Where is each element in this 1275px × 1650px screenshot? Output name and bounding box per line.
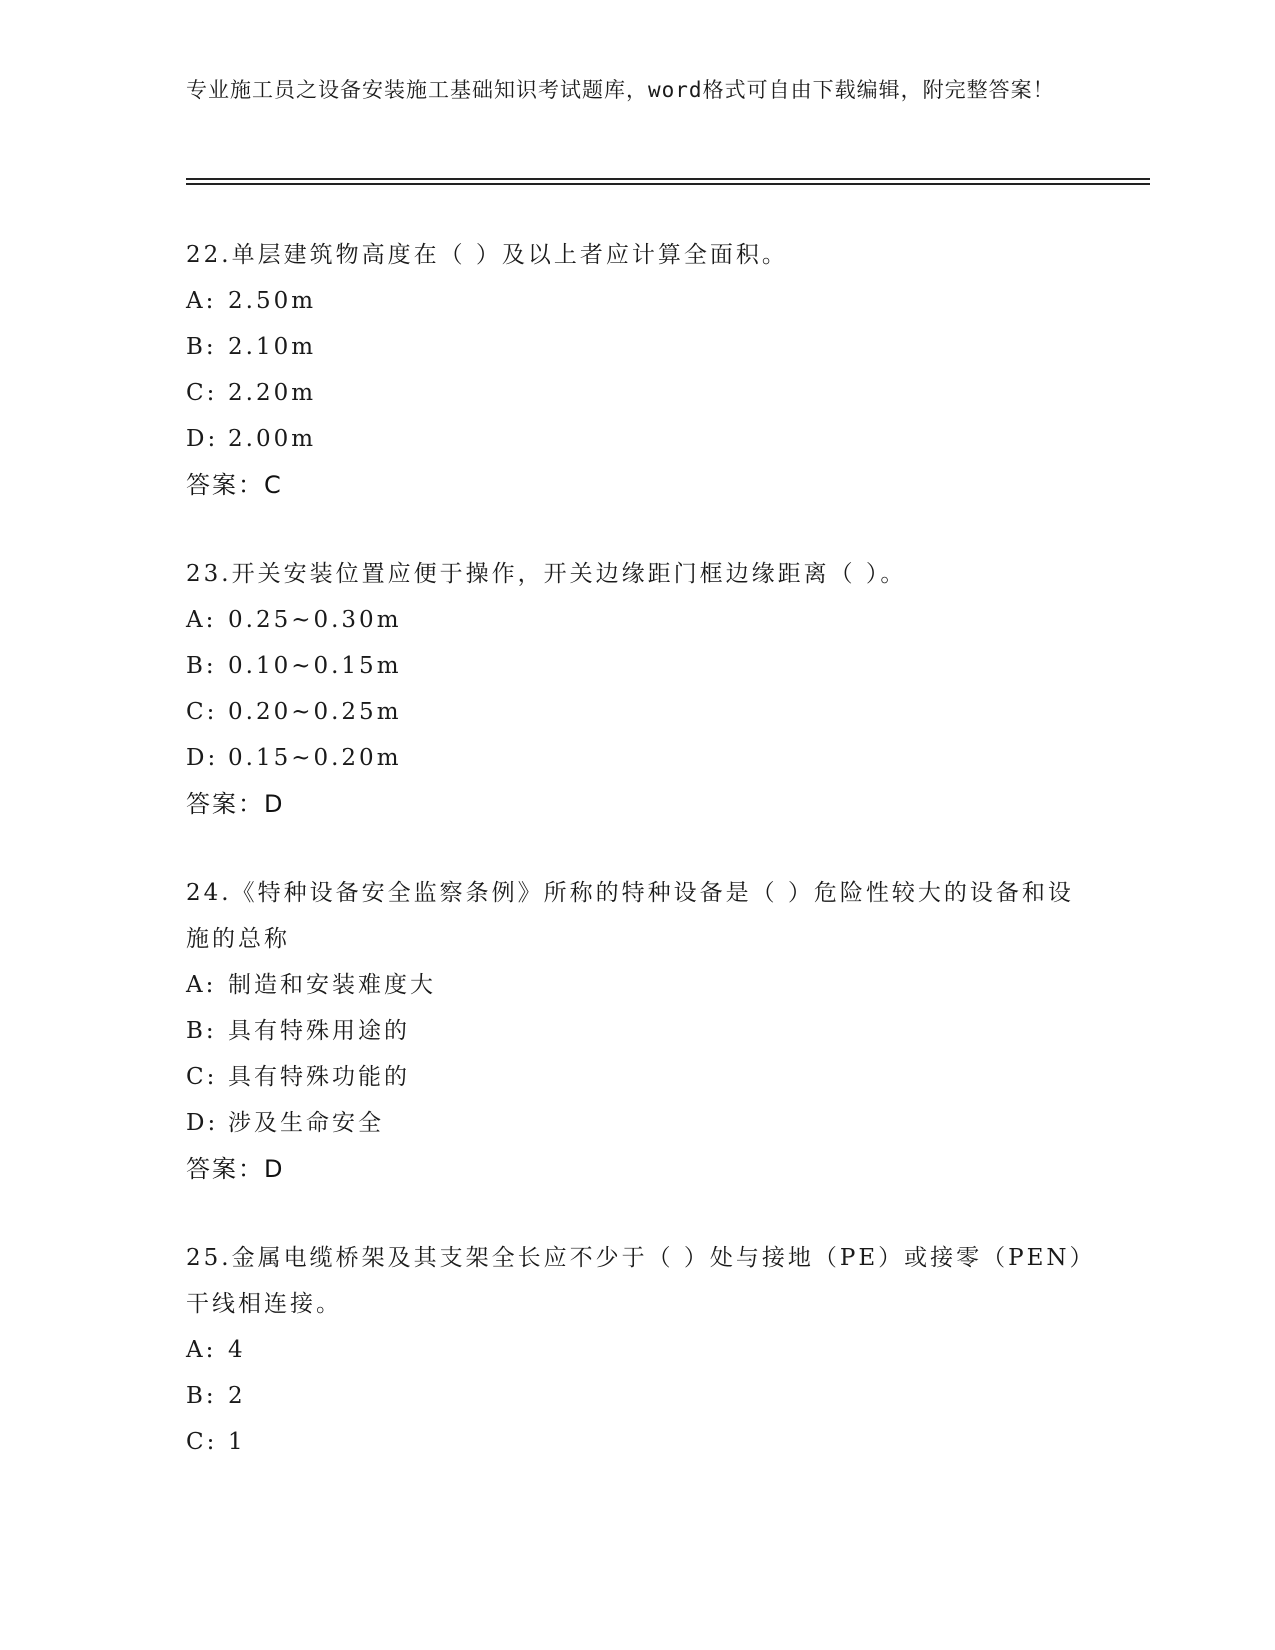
option-text: 0.10~0.15m — [228, 653, 402, 679]
question-stem: 24.《特种设备安全监察条例》所称的特种设备是（ ）危险性较大的设备和设施的总称 — [186, 880, 1074, 952]
option-letter: D: — [186, 426, 219, 452]
option-letter: A: — [186, 607, 217, 633]
option-text: 具有特殊功能的 — [228, 1064, 410, 1090]
option-d — [186, 416, 1086, 462]
option-letter: C: — [186, 380, 218, 406]
option-text: 0.20~0.25m — [228, 699, 402, 725]
option-text: 0.15~0.20m — [228, 745, 402, 771]
option-letter: B: — [186, 653, 217, 679]
option-text: 涉及生命安全 — [228, 1110, 384, 1136]
option-c — [186, 370, 1086, 416]
document-header: 专业施工员之设备安装施工基础知识考试题库，word格式可自由下载编辑，附完整答案！ — [186, 78, 1055, 102]
question-22 — [186, 232, 1086, 508]
option-a — [186, 1327, 1086, 1373]
option-c — [186, 1419, 1086, 1465]
option-b — [186, 324, 1086, 370]
header-divider — [186, 183, 1150, 185]
answer-line: 答案：D — [186, 1155, 285, 1183]
option-text: 1 — [228, 1429, 246, 1455]
option-text: 制造和安装难度大 — [228, 972, 436, 998]
option-text: 2.20m — [228, 380, 317, 406]
option-b — [186, 643, 1086, 689]
option-a — [186, 597, 1086, 643]
option-letter: D: — [186, 1110, 219, 1136]
header-divider — [186, 178, 1150, 180]
option-text: 2 — [228, 1383, 246, 1409]
option-letter: A: — [186, 1337, 217, 1363]
option-text: 2.50m — [228, 288, 317, 314]
option-letter: C: — [186, 1064, 218, 1090]
option-letter: D: — [186, 745, 219, 771]
option-a — [186, 278, 1086, 324]
option-text: 4 — [228, 1337, 246, 1363]
question-stem: 22.单层建筑物高度在（ ）及以上者应计算全面积。 — [186, 242, 788, 268]
option-d — [186, 1100, 1086, 1146]
answer-line: 答案：C — [186, 471, 283, 499]
option-b — [186, 1008, 1086, 1054]
option-text: 2.00m — [228, 426, 317, 452]
option-letter: A: — [186, 972, 217, 998]
option-a — [186, 962, 1086, 1008]
option-text: 0.25~0.30m — [228, 607, 402, 633]
answer-line: 答案：D — [186, 790, 285, 818]
option-letter: B: — [186, 1383, 217, 1409]
question-stem: 25.金属电缆桥架及其支架全长应不少于（ ）处与接地（PE）或接零（PEN）干线相连接。 — [186, 1245, 1085, 1317]
option-letter: B: — [186, 334, 217, 360]
option-c — [186, 689, 1086, 735]
option-d — [186, 735, 1086, 781]
question-stem: 23.开关安装位置应便于操作，开关边缘距门框边缘距离（ ）。 — [186, 561, 907, 587]
option-text: 具有特殊用途的 — [228, 1018, 410, 1044]
option-letter: B: — [186, 1018, 217, 1044]
question-25 — [186, 1235, 1086, 1465]
option-c — [186, 1054, 1086, 1100]
option-letter: C: — [186, 1429, 218, 1455]
option-letter: A: — [186, 288, 217, 314]
option-letter: C: — [186, 699, 218, 725]
question-23 — [186, 551, 1086, 827]
question-24 — [186, 870, 1086, 1192]
option-text: 2.10m — [228, 334, 317, 360]
option-b — [186, 1373, 1086, 1419]
